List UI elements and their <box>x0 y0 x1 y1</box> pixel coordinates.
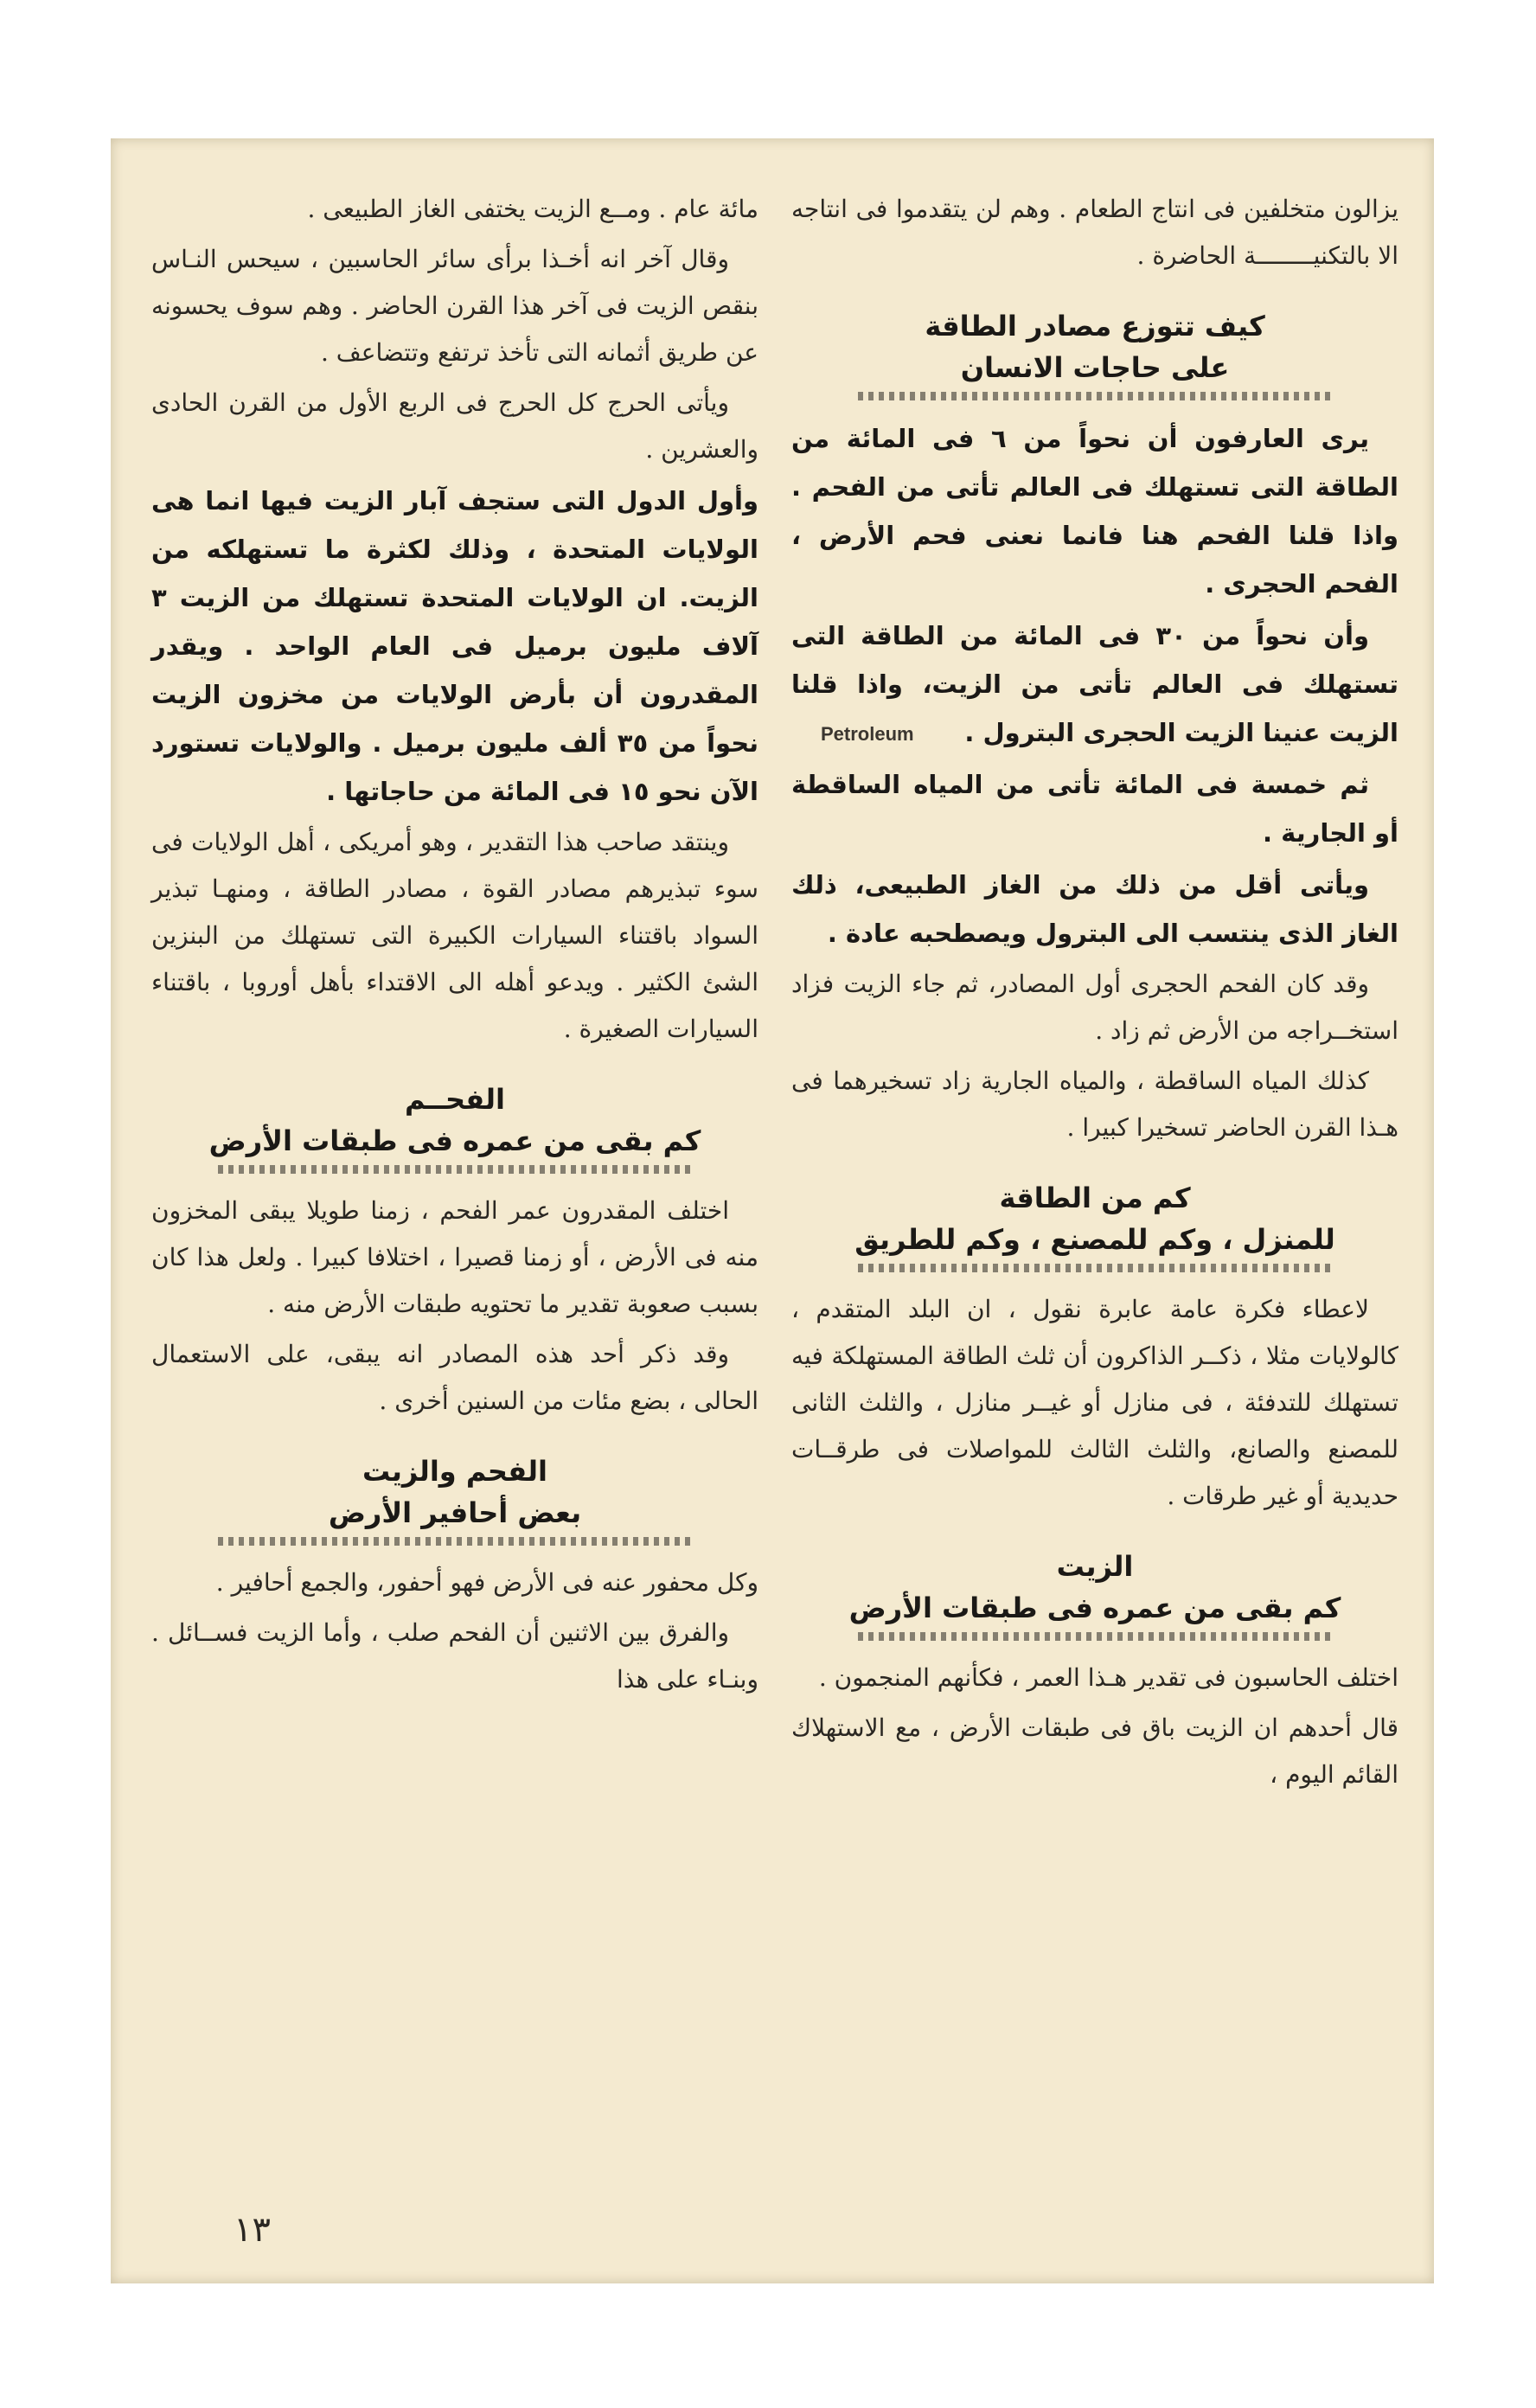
left-column <box>151 186 758 1707</box>
paragraph: ثم خمسة فى المائة تأتى من المياه الساقطة أو الجارية . <box>791 770 1398 848</box>
heading-coal <box>151 1079 758 1174</box>
heading-line: الفحــم <box>404 1083 506 1116</box>
heading-underline <box>858 1632 1332 1641</box>
paragraph: والفرق بين الاثنين أن الفحم صلب ، وأما الزيت فســائل . وبنـاء على هذا <box>151 1618 758 1694</box>
page-number: ١٣ <box>234 2210 271 2250</box>
heading-line: على حاجات الانسان <box>960 351 1230 384</box>
paragraph: وأول الدول التى ستجف آبار الزيت فيها انما هى الولايات المتحدة ، وذلك لكثرة ما تستهلكه من الزيت. ان الولايات المتحدة تستهلك من الزيت ٣ آلاف مليون برميل فى العام الواحد . ويقدر المقدرون أن بأرض الولايات من مخزون الزيت نحواً من ٣٥ ألف مليون برميل . والولايات تستورد الآن نحو ١٥ فى المائة من حاجاتها . <box>151 486 758 806</box>
paragraph: مائة عام . ومــع الزيت يختفى الغاز الطبيعى . <box>307 195 758 223</box>
paragraph: لاعطاء فكرة عامة عابرة نقول ، ان البلد المتقدم ، كالولايات مثلا ، ذكــر الذاكرون أن ثلث الطاقة المستهلكة فيه تستهلك للتدفئة ، فى منازل أو غيــر منازل ، والثلث الثانى للمصنع والصانع، والثلث الثالث للمواصلات فى طرقــات حديدية أو غير طرقات . <box>791 1295 1398 1510</box>
heading-underline <box>858 392 1332 400</box>
right-intro-paragraph: يزالون متخلفين فى انتاج الطعام . وهم لن يتقدموا فى انتاجه الا بالتكنيــــــــة الحاضرة . <box>791 195 1398 270</box>
heading-line: كيف تتوزع مصادر الطاقة <box>925 310 1265 343</box>
heading-line: كم من الطاقة <box>999 1182 1191 1214</box>
paragraph: يرى العارفون أن نحواً من ٦ فى المائة من الطاقة التى تستهلك فى العالم تأتى من الفحم . واذا قلنا الفحم هنا فانما نعنى فحم الأرض ، الفحم الحجرى . <box>791 424 1398 599</box>
latin-term: Petroleum <box>821 723 914 745</box>
paragraph: وقد ذكر أحد هذه المصادر انه يبقى، على الاستعمال الحالى ، بضع مئات من السنين أخرى . <box>151 1340 758 1415</box>
heading-underline <box>218 1165 692 1174</box>
heading-energy-distribution <box>791 305 1398 400</box>
heading-line: كم بقى من عمره فى طبقات الأرض <box>208 1124 701 1157</box>
right-column <box>791 186 1398 1802</box>
paragraph: وقد كان الفحم الحجرى أول المصادر، ثم جاء الزيت فزاد استخــراجه من الأرض ثم زاد . <box>791 970 1398 1045</box>
heading-coal-and-oil <box>151 1451 758 1546</box>
heading-line: للمنزل ، وكم للمصنع ، وكم للطريق <box>854 1223 1335 1256</box>
paragraph <box>791 612 1398 757</box>
heading-underline <box>858 1264 1332 1272</box>
paragraph: وقال آخر انه أخـذا برأى سائر الحاسبين ، سيحس النـاس بنقص الزيت فى آخر هذا القرن الحاضر . وهم سوف يحسونه عن طريق أثمانه التى تأخذ ترتفع وتتضاعف . <box>151 245 758 367</box>
paragraph-text: وأن نحواً من ٣٠ فى المائة من الطاقة التى تستهلك فى العالم تأتى من الزيت، واذا قلنا الزيت عنينا الزيت الحجرى البترول . <box>791 621 1398 747</box>
paragraph: ويأتى أقل من ذلك من الغاز الطبيعى، ذلك الغاز الذى ينتسب الى البترول ويصطحبه عادة . <box>791 870 1398 948</box>
heading-line: كم بقى من عمره فى طبقات الأرض <box>848 1591 1341 1624</box>
paragraph: اختلف المقدرون عمر الفحم ، زمنا طويلا يبقى المخزون منه فى الأرض ، أو زمنا قصيرا ، اختلافا كبيرا . ولعل هذا كان بسبب صعوبة تقدير ما تحتويه طبقات الأرض منه . <box>151 1196 758 1318</box>
heading-line: بعض أحافير الأرض <box>328 1496 582 1529</box>
paragraph: كذلك المياه الساقطة ، والمياه الجارية زاد تسخيرهما فى هـذا القرن الحاضر تسخيرا كبيرا . <box>791 1066 1398 1142</box>
paragraph: وينتقد صاحب هذا التقدير ، وهو أمريكى ، أهل الولايات فى سوء تبذيرهم مصادر القوة ، مصادر الطاقة ، ومنهـا تبذير السواد باقتناء السيارات الكبيرة التى تستهلك من البنزين الشئ الكثير . ويدعو أهله الى الاقتداء بأهل أوروبا ، باقتناء السيارات الصغيرة . <box>151 828 758 1043</box>
paragraph: اختلف الحاسبون فى تقدير هـذا العمر ، فكأنهم المنجمون . <box>818 1663 1398 1692</box>
heading-line: الفحم والزيت <box>362 1455 547 1488</box>
paragraph: وكل محفور عنه فى الأرض فهو أحفور، والجمع أحافير . <box>215 1568 758 1597</box>
paragraph: قال أحدهم ان الزيت باق فى طبقات الأرض ، مع الاستهلاك القائم اليوم ، <box>791 1713 1398 1789</box>
heading-underline <box>218 1537 692 1546</box>
heading-line: الزيت <box>1056 1550 1134 1583</box>
paragraph: ويأتى الحرج كل الحرج فى الربع الأول من القرن الحادى والعشرين . <box>151 388 758 464</box>
heading-oil <box>791 1546 1398 1641</box>
heading-energy-usage <box>791 1177 1398 1272</box>
